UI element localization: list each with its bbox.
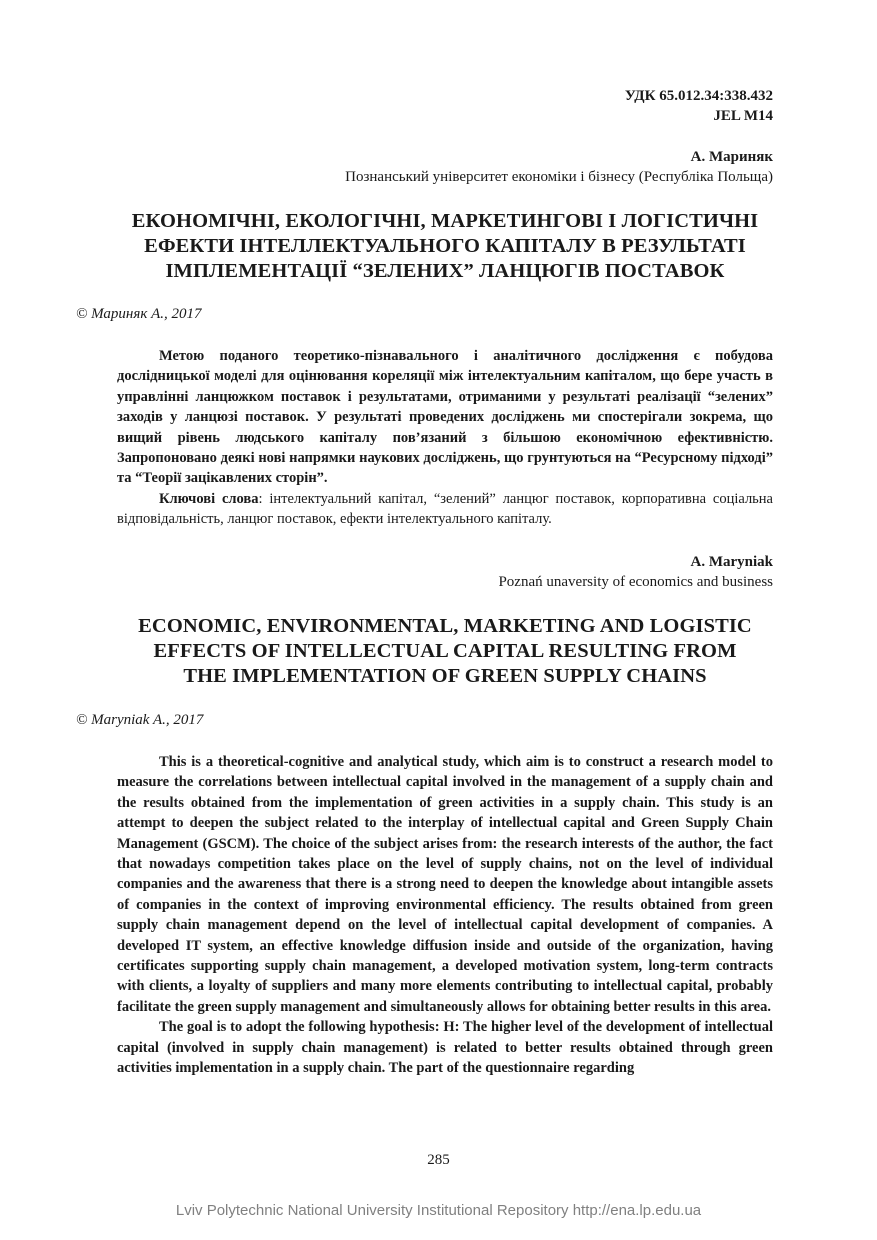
en-author: A. Maryniak (690, 554, 773, 570)
classification-codes (625, 86, 773, 126)
en-title-line: THE IMPLEMENTATION OF GREEN SUPPLY CHAINS (183, 665, 707, 687)
en-abstract-paragraph: The goal is to adopt the following hypothesis: H: The higher level of the development of intellectual capital (involved in supply chain management) is related to better results obtained through green activities implementation in a supply chain. The part of the questionnaire regarding (117, 1019, 773, 1077)
ua-title-line: ІМПЛЕМЕНТАЦІЇ “ЗЕЛЕНИХ” ЛАНЦЮГІВ ПОСТАВОК (165, 260, 725, 282)
en-title (100, 614, 790, 689)
ua-keywords (117, 489, 773, 530)
ua-copyright: © Мариняк А., 2017 (76, 306, 202, 322)
ua-abstract-block (117, 346, 773, 530)
ua-title (100, 209, 790, 284)
en-affiliation: Poznań unaversity of economics and business (498, 574, 773, 590)
en-copyright: © Maryniak A., 2017 (76, 712, 204, 728)
ua-affiliation: Познанський університет економіки і бізнесу (Республіка Польща) (345, 169, 773, 185)
ua-keywords-text: : інтелектуальний капітал, “зелений” ланцюг поставок, корпоративна соціальна відповідальність, ланцюг поставок, ефекти інтелектуального капіталу. (117, 490, 773, 528)
udc-code: УДК 65.012.34:338.432 (624, 88, 773, 104)
ua-title-line: ЕФЕКТИ ІНТЕЛЛЕКТУАЛЬНОГО КАПІТАЛУ В РЕЗУЛЬТАТІ (144, 235, 746, 257)
en-abstract-paragraph: This is a theoretical-cognitive and analytical study, which aim is to construct a research model to measure the correlations between intellectual capital involved in the management of a supply chain and the results obtained from the implementation of green activities in a supply chain. This study is an attempt to deepen the subject related to the interplay of intellectual capital and Green Supply Chain Management (GSCM). The choice of the subject arises from: the research interests of the author, the fact that nowadays competition takes place on the level of supply chains, not on the level of individual companies and the awareness that there is a strong need to deepen the knowledge about intangible assets of companies in the context of improving environmental efficiency. The results obtained from green supply chain management depend on the level of intellectual capital development of companies. A developed IT system, an effective knowledge diffusion inside and outside of the organization, having certificates supporting supply chain management, a developed motivation system, long-term contracts with clients, a loyalty of suppliers and many more elements contributing to intellectual capital, probably facilitate the green supply management and simultaneously allows for obtaining better results in this area. (117, 754, 773, 1015)
page-number: 285 (427, 1152, 450, 1168)
ua-keywords-label: Ключові слова (159, 490, 259, 507)
en-title-line: ECONOMIC, ENVIRONMENTAL, MARKETING AND LOGISTIC (138, 615, 752, 637)
ua-title-line: ЕКОНОМІЧНІ, ЕКОЛОГІЧНІ, МАРКЕТИНГОВІ І ЛОГІСТИЧНІ (131, 210, 759, 232)
en-title-line: EFFECTS OF INTELLECTUAL CAPITAL RESULTING FROM (153, 640, 737, 662)
ua-abstract: Метою поданого теоретико-пізнавального і аналітичного дослідження є побудова дослідницької моделі для оцінювання кореляції між інтелектуальним капіталом, що бере участь в управлінні ланцюжком поставок і результатами, отриманими у результаті реалізації “зелених” заходів у ланцюзі поставок. У результаті проведених досліджень ми спостерігали зокрема, що вищий рівень людського капіталу пов’язаний з більшою економічною ефективністю. Запропоновано деякі нові напрямки наукових досліджень, що грунтуються на “Ресурсному підході” та “Теорії зацікавлених сторін”. (117, 348, 773, 487)
jel-code: JEL M14 (713, 108, 773, 124)
repository-footer: Lviv Polytechnic National University Institutional Repository http://ena.lp.edu.ua (175, 1202, 702, 1219)
en-abstract-block (117, 752, 773, 1079)
ua-author: А. Мариняк (690, 149, 773, 165)
